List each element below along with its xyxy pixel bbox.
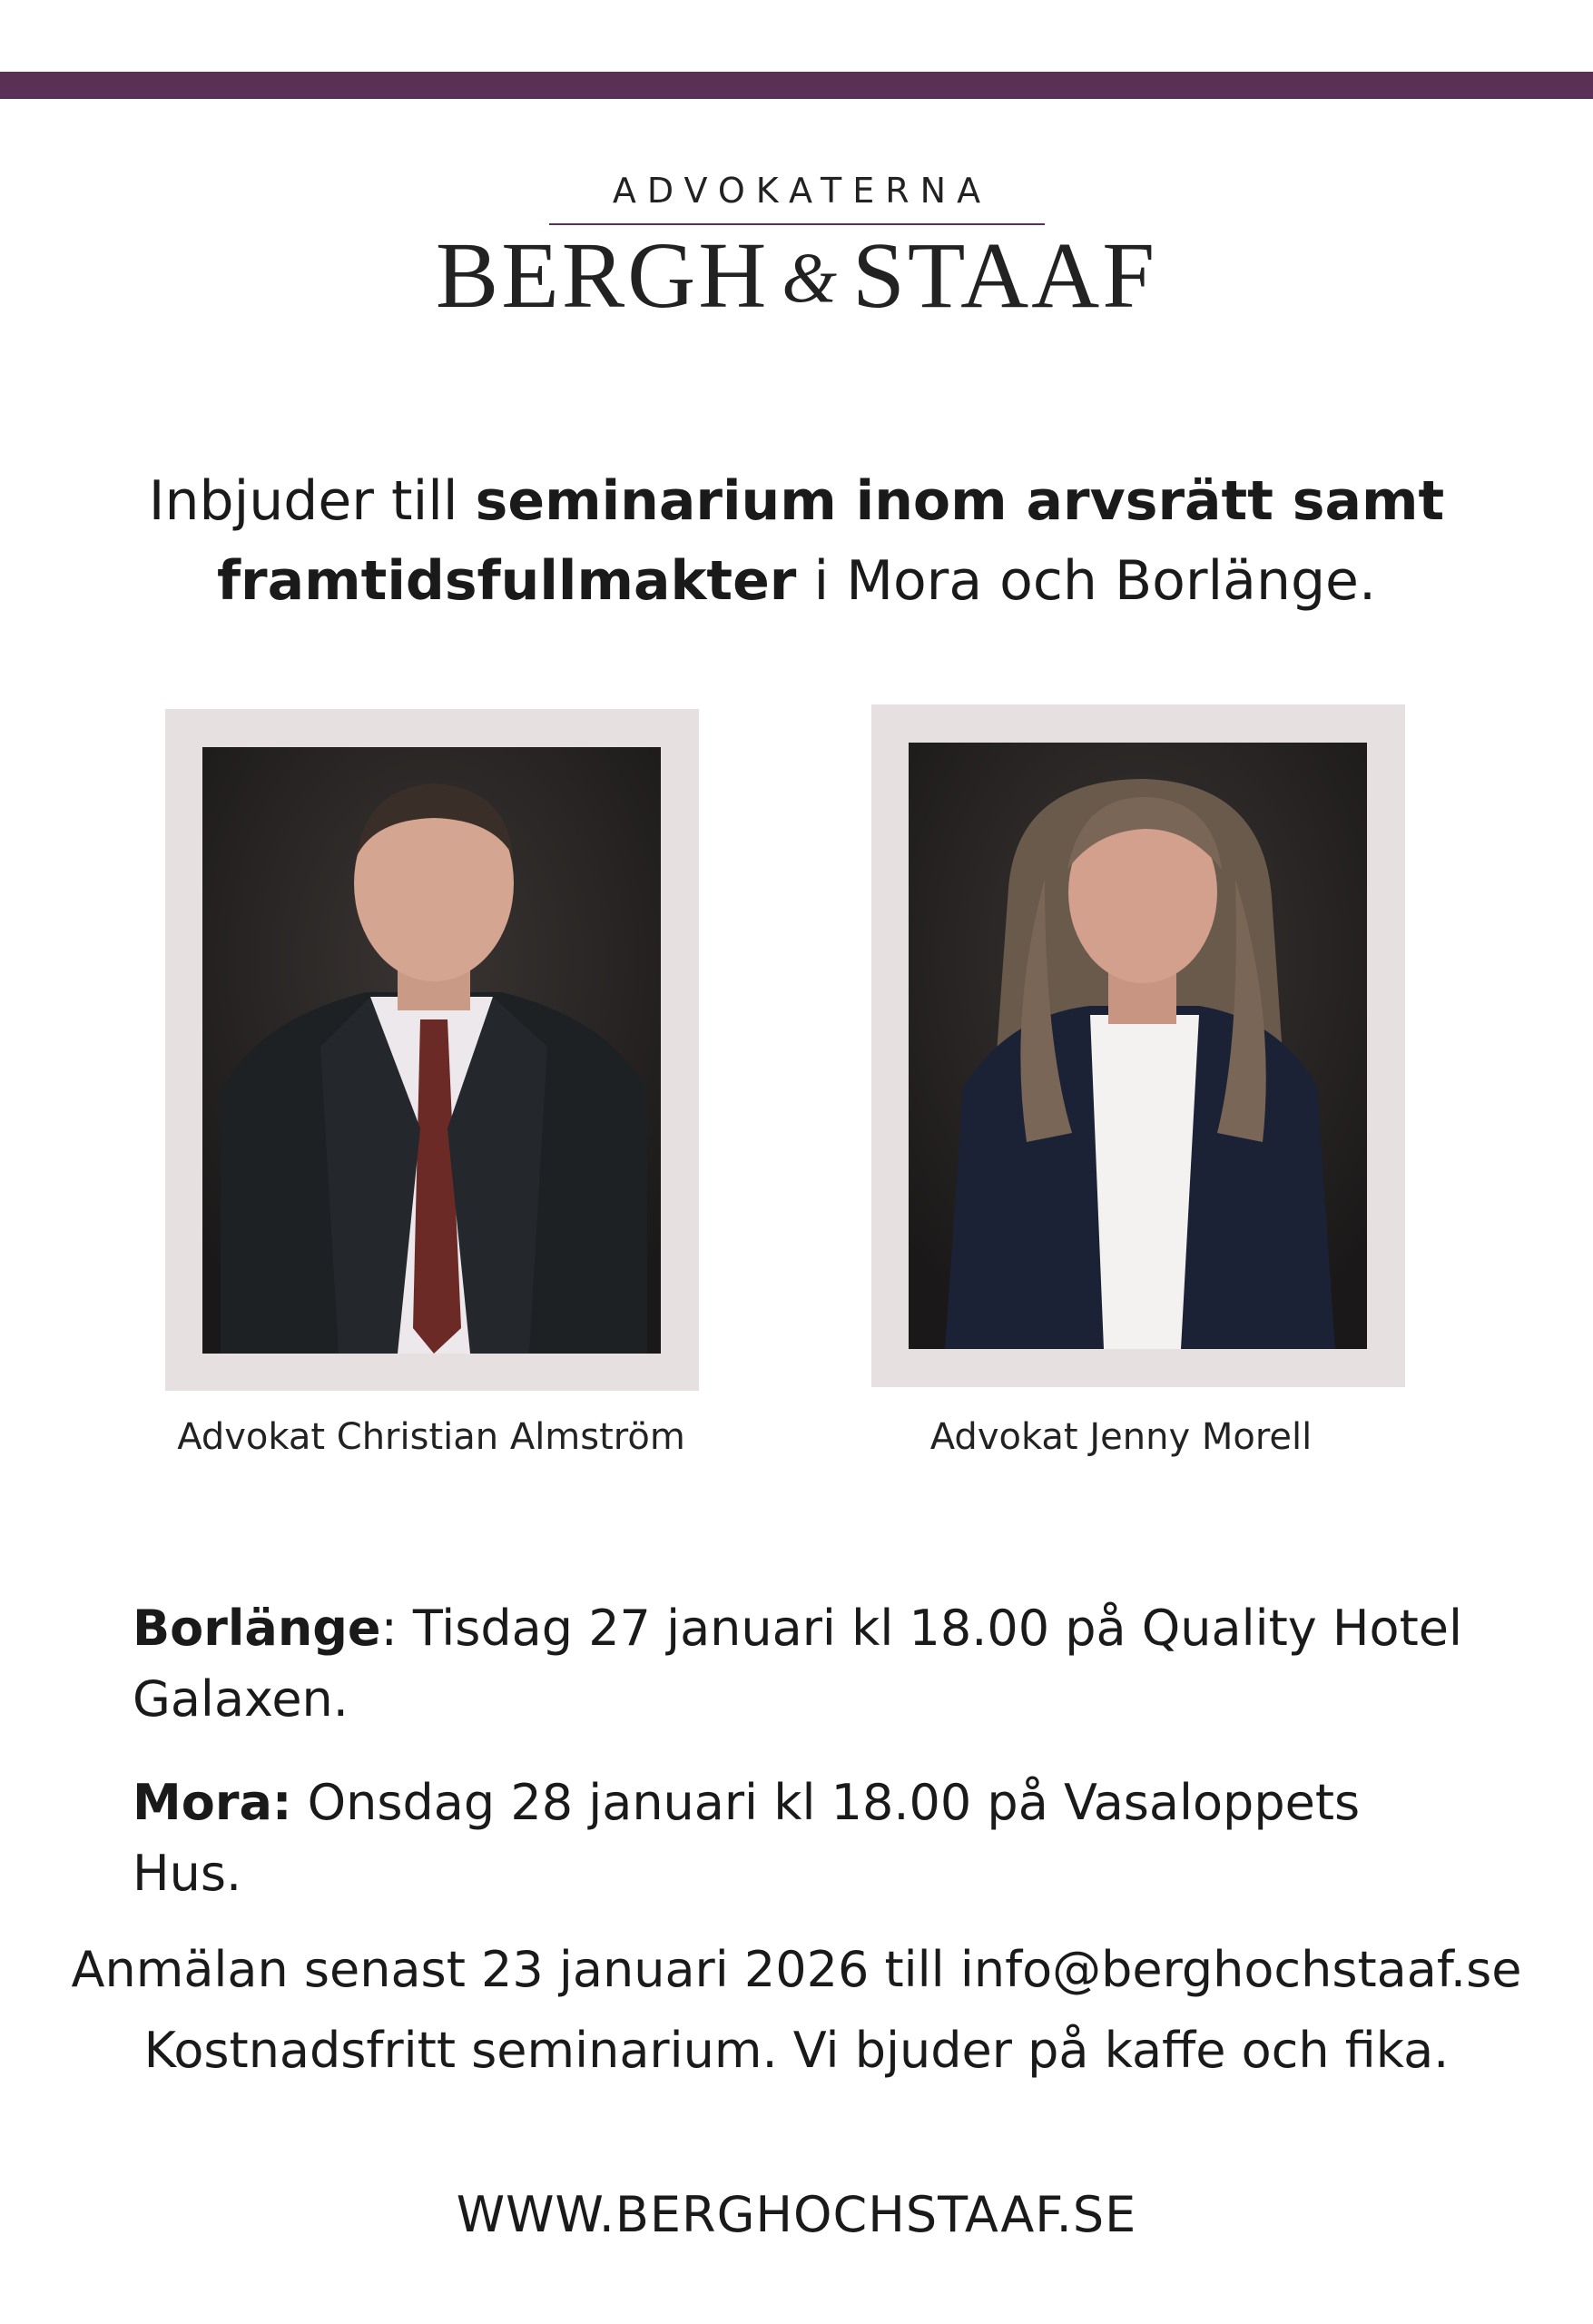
event-details: Tisdag 27 januari kl 18.00 på Quality Hotel Galaxen. xyxy=(133,1600,1462,1728)
event-details: Onsdag 28 januari kl 18.00 på Vasaloppets Hus. xyxy=(133,1774,1361,1902)
portrait-photo-christian xyxy=(202,747,661,1354)
invitation-topic: seminarium inom arvsrätt samt framtidsfullmakter xyxy=(216,469,1445,613)
portrait-jenny-illustration xyxy=(909,743,1367,1349)
invitation-lead: Inbjuder till xyxy=(148,469,476,533)
event-separator xyxy=(292,1774,308,1831)
event-borlange xyxy=(133,1593,1476,1735)
registration-note: Anmälan senast 23 januari 2026 till info@berghochstaaf.se xyxy=(71,1941,1522,1998)
event-mora xyxy=(133,1768,1476,1909)
event-city: Mora: xyxy=(133,1774,292,1831)
caption-jenny: Advokat Jenny Morell xyxy=(929,1416,1313,1458)
event-city: Borlänge xyxy=(133,1600,381,1657)
logo-ampersand: & xyxy=(782,238,841,317)
website-link[interactable]: WWW.BERGHOCHSTAAF.SE xyxy=(456,2186,1137,2243)
portrait-christian-illustration xyxy=(202,747,661,1354)
logo-name-right: STAAF xyxy=(852,223,1158,328)
logo-name-left: BERGH xyxy=(435,223,770,328)
portrait-photo-jenny xyxy=(909,743,1367,1349)
logo-subtitle: ADVOKATERNA xyxy=(612,171,992,211)
caption-christian: Advokat Christian Almström xyxy=(177,1416,685,1458)
free-seminar-note: Kostnadsfritt seminarium. Vi bjuder på kaffe och fika. xyxy=(143,2022,1450,2079)
invitation-locations: i Mora och Borlänge. xyxy=(796,549,1377,613)
firm-logo xyxy=(0,171,1593,328)
event-separator: : xyxy=(380,1600,413,1657)
top-accent-bar xyxy=(0,72,1593,99)
invitation-text xyxy=(0,461,1593,621)
logo-wordmark xyxy=(0,223,1593,328)
